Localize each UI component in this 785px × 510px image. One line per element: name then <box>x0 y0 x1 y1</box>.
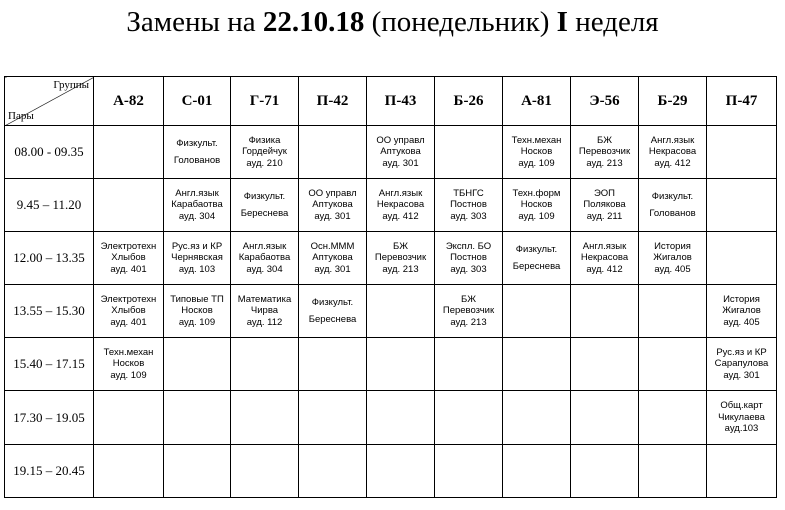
room: Береснева <box>240 208 289 219</box>
room: Береснева <box>512 261 561 272</box>
teacher: Жигалов <box>653 252 692 264</box>
schedule-row <box>5 391 777 445</box>
time-slot: 15.40 – 17.15 <box>5 338 94 391</box>
schedule-cell <box>299 285 367 338</box>
room: ауд. 213 <box>382 263 419 275</box>
subject: Физкульт. <box>176 137 218 149</box>
group-header: П-43 <box>367 77 435 126</box>
subject: Физкульт. <box>243 190 286 202</box>
teacher: Карабаотва <box>238 252 291 264</box>
group-header: П-47 <box>707 77 777 126</box>
schedule-cell <box>707 126 777 179</box>
title-prefix: Замены на <box>126 6 256 38</box>
schedule-cell <box>94 285 164 338</box>
teacher: Полякова <box>583 199 626 211</box>
teacher: Аптукова <box>312 252 353 264</box>
schedule-cell <box>94 338 164 391</box>
schedule-cell <box>367 232 435 285</box>
teacher: Некрасова <box>580 252 629 264</box>
subject: Физкульт. <box>311 296 354 308</box>
schedule-cell <box>367 445 435 498</box>
schedule-cell <box>94 391 164 445</box>
room: ауд. 103 <box>178 263 216 275</box>
schedule-cell <box>639 179 707 232</box>
schedule-cell <box>231 285 299 338</box>
schedule-cell <box>435 445 503 498</box>
schedule-row <box>5 285 777 338</box>
room: ауд. 210 <box>246 157 283 169</box>
schedule-cell <box>231 179 299 232</box>
schedule-row <box>5 232 777 285</box>
schedule-cell <box>571 232 639 285</box>
schedule-row <box>5 338 777 391</box>
time-slot: 08.00 - 09.35 <box>5 126 94 179</box>
schedule-cell <box>503 445 571 498</box>
schedule-cell <box>94 126 164 179</box>
schedule-cell <box>707 338 777 391</box>
teacher: Постнов <box>450 252 487 264</box>
schedule-cell <box>707 391 777 445</box>
room: ауд. 405 <box>723 316 760 328</box>
schedule-cell <box>639 338 707 391</box>
schedule-cell <box>639 391 707 445</box>
schedule-cell <box>639 285 707 338</box>
schedule-cell <box>367 391 435 445</box>
group-header: Б-29 <box>639 77 707 126</box>
schedule-cell <box>299 179 367 232</box>
teacher: Чирва <box>250 305 279 317</box>
schedule-cell <box>571 445 639 498</box>
subject: Электротехн <box>100 293 157 305</box>
schedule-cell <box>639 445 707 498</box>
schedule-cell <box>503 391 571 445</box>
schedule-cell <box>164 391 231 445</box>
teacher: Гордейчук <box>242 146 287 158</box>
schedule-cell <box>571 285 639 338</box>
schedule-cell <box>707 445 777 498</box>
schedule-cell <box>707 232 777 285</box>
room: ауд. 401 <box>110 263 147 275</box>
schedule-cell <box>639 232 707 285</box>
subject: Англ.язык <box>242 240 287 252</box>
schedule-cell <box>299 391 367 445</box>
time-slot: 17.30 – 19.05 <box>5 391 94 445</box>
teacher: Некрасова <box>648 146 697 158</box>
subject: Осн.МММ <box>310 240 355 252</box>
group-header: А-81 <box>503 77 571 126</box>
room: Голованов <box>649 208 696 219</box>
subject: История <box>654 240 691 252</box>
teacher: Носков <box>520 199 553 211</box>
subject: Общ.карт <box>720 400 763 412</box>
room: ауд. 112 <box>246 316 283 328</box>
schedule-cell <box>164 285 231 338</box>
schedule-cell <box>571 338 639 391</box>
title-week-word: неделя <box>575 6 659 38</box>
subject: Типовые ТП <box>170 293 224 305</box>
schedule-cell <box>231 126 299 179</box>
teacher: Носков <box>181 305 213 317</box>
schedule-cell <box>435 285 503 338</box>
groups-label: Группы <box>53 79 89 91</box>
room: Голованов <box>173 155 221 166</box>
schedule-cell <box>231 391 299 445</box>
room: ауд. 301 <box>314 210 351 222</box>
room: ауд. 301 <box>314 263 351 275</box>
schedule-cell <box>299 338 367 391</box>
subject: Физкульт. <box>651 190 694 202</box>
teacher: Перевозчик <box>374 252 427 264</box>
room: ауд. 109 <box>518 157 555 169</box>
room: Береснева <box>308 314 357 325</box>
schedule-cell <box>503 338 571 391</box>
title-date: 22.10.18 <box>262 6 365 38</box>
schedule-cell <box>367 285 435 338</box>
group-header: П-42 <box>299 77 367 126</box>
teacher: Чернявская <box>171 252 223 264</box>
room: ауд. 109 <box>518 210 555 222</box>
room: ауд. 301 <box>723 369 760 381</box>
schedule-cell <box>164 445 231 498</box>
title-week-number: I <box>556 6 568 38</box>
subject: Техн.форм <box>512 187 561 199</box>
header-row <box>5 77 777 126</box>
schedule-cell <box>367 126 435 179</box>
subject: БЖ <box>596 134 612 146</box>
schedule-cell <box>435 232 503 285</box>
time-slot: 9.45 – 11.20 <box>5 179 94 232</box>
teacher: Хлыбов <box>111 252 146 264</box>
subject: ЭОП <box>593 187 616 199</box>
room: ауд. 303 <box>450 263 487 275</box>
room: ауд. 303 <box>450 210 487 222</box>
room: ауд. 412 <box>586 263 623 275</box>
schedule-cell <box>94 179 164 232</box>
subject: БЖ <box>460 293 476 305</box>
teacher: Некрасова <box>376 199 425 211</box>
room: ауд. 211 <box>586 210 623 222</box>
room: ауд. 109 <box>178 316 216 328</box>
schedule-cell <box>299 126 367 179</box>
subject: История <box>723 293 760 305</box>
subject: Физкульт. <box>515 243 558 255</box>
subject: Англ.язык <box>582 240 627 252</box>
subject: Англ.язык <box>175 187 219 199</box>
schedule-cell <box>231 338 299 391</box>
teacher: Носков <box>112 358 145 370</box>
room: ауд. 412 <box>654 157 691 169</box>
subject: Рус.яз и КР <box>716 346 767 358</box>
page-title <box>0 4 785 40</box>
subject: ОО управл <box>376 134 425 146</box>
schedule-cell <box>435 126 503 179</box>
schedule-cell <box>164 338 231 391</box>
schedule-cell <box>435 338 503 391</box>
corner-cell <box>5 77 94 126</box>
subject: Англ.язык <box>378 187 423 199</box>
schedule-cell <box>571 179 639 232</box>
schedule-cell <box>503 232 571 285</box>
schedule-cell <box>503 285 571 338</box>
schedule-cell <box>707 285 777 338</box>
schedule-row <box>5 445 777 498</box>
schedule-cell <box>707 179 777 232</box>
group-header: А-82 <box>94 77 164 126</box>
time-slot: 13.55 – 15.30 <box>5 285 94 338</box>
teacher: Аптукова <box>312 199 353 211</box>
schedule-row <box>5 179 777 232</box>
subject: БЖ <box>392 240 408 252</box>
subject: Техн.механ <box>103 346 154 358</box>
schedule-cell <box>503 179 571 232</box>
schedule-cell <box>94 445 164 498</box>
subject: Физика <box>248 134 281 146</box>
schedule-row <box>5 126 777 179</box>
schedule-table <box>4 76 777 498</box>
subject: Англ.язык <box>650 134 695 146</box>
teacher: Перевозчик <box>578 146 631 158</box>
schedule-cell <box>367 179 435 232</box>
subject: Математика <box>237 293 292 305</box>
time-slot: 19.15 – 20.45 <box>5 445 94 498</box>
teacher: Постнов <box>450 199 487 211</box>
schedule-cell <box>299 232 367 285</box>
subject: ТБНГС <box>453 187 484 199</box>
schedule-cell <box>571 391 639 445</box>
room: ауд. 304 <box>178 210 216 222</box>
schedule-cell <box>231 232 299 285</box>
teacher: Перевозчик <box>442 305 495 317</box>
schedule-cell <box>164 179 231 232</box>
schedule-cell <box>164 232 231 285</box>
title-day: (понедельник) <box>371 6 550 38</box>
room: ауд. 301 <box>382 157 419 169</box>
teacher: Сарапулова <box>714 358 769 370</box>
subject: Экспл. БО <box>445 240 492 252</box>
teacher: Жигалов <box>722 305 761 317</box>
group-header: С-01 <box>164 77 231 126</box>
room: ауд. 213 <box>586 157 623 169</box>
teacher: Карабаотва <box>171 199 223 211</box>
schedule-cell <box>367 338 435 391</box>
teacher: Чикулаева <box>718 411 765 423</box>
room: ауд. 401 <box>110 316 147 328</box>
room: ауд. 109 <box>110 369 147 381</box>
schedule-cell <box>639 126 707 179</box>
schedule-cell <box>571 126 639 179</box>
room: ауд.103 <box>724 423 759 435</box>
subject: Рус.яз и КР <box>171 240 223 252</box>
room: ауд. 213 <box>450 316 487 328</box>
schedule-cell <box>164 126 231 179</box>
pairs-label: Пары <box>8 110 34 122</box>
subject: Техн.механ <box>511 134 562 146</box>
schedule-cell <box>503 126 571 179</box>
time-slot: 12.00 – 13.35 <box>5 232 94 285</box>
schedule-cell <box>94 232 164 285</box>
room: ауд. 405 <box>654 263 691 275</box>
schedule-cell <box>299 445 367 498</box>
teacher: Носков <box>520 146 553 158</box>
teacher: Аптукова <box>380 146 421 158</box>
group-header: Б-26 <box>435 77 503 126</box>
subject: Электротехн <box>100 240 157 252</box>
schedule-cell <box>231 445 299 498</box>
teacher: Хлыбов <box>111 305 146 317</box>
subject: ОО управл <box>308 187 357 199</box>
group-header: Г-71 <box>231 77 299 126</box>
schedule-cell <box>435 391 503 445</box>
room: ауд. 412 <box>382 210 419 222</box>
schedule-cell <box>435 179 503 232</box>
group-header: Э-56 <box>571 77 639 126</box>
room: ауд. 304 <box>246 263 283 275</box>
